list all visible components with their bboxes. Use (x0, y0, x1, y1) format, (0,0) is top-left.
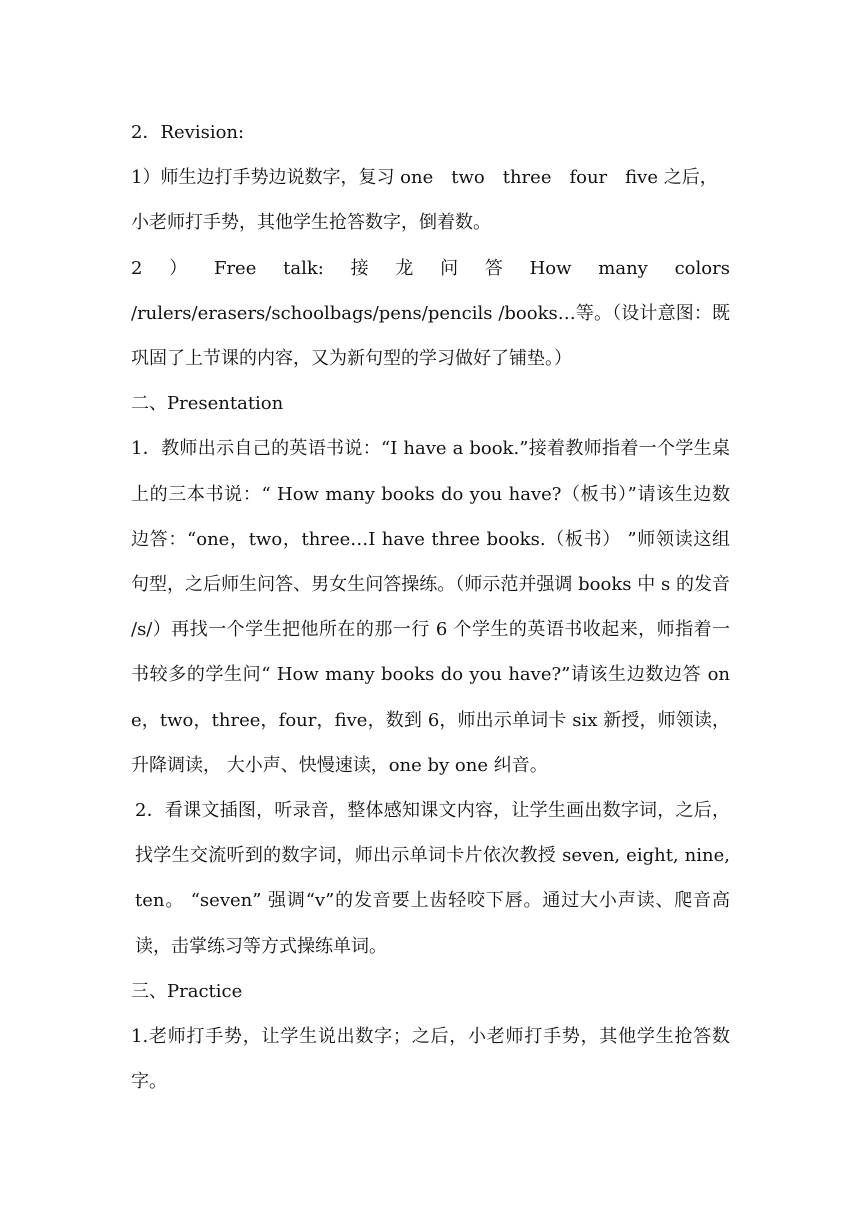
revision-item-1-line-1: 1）师生边打手势边说数字，复习 one two three four five 之后， (131, 167, 718, 189)
revision-heading: 2．Revision: (131, 122, 245, 143)
word: 答 (484, 257, 503, 279)
revision-item-2-rest: /rulers/erasers/schoolbags/pens/pencils /books…等。（设计意图：既巩固了上节课的内容，又为新句型的学习做好了铺垫。） (131, 302, 730, 370)
revision-item-1-line-2: 小老师打手势，其他学生抢答数字，倒着数。 (131, 212, 491, 234)
word: Free (213, 257, 257, 279)
word: ） (169, 257, 188, 279)
practice-item-1: 1.老师打手势，让学生说出数字；之后，小老师打手势，其他学生抢答数字。 (131, 1026, 730, 1093)
presentation-item-1: 1．教师出示自己的英语书说：“I have a book.”接着教师指着一个学生桌上的三本书说：“ How many books do you have?（板书）”请该生边数边答：“one，two，three…I have three books.（板书） ”师领读这组句型，之后师生问答、男女生问答操练。（师示范并强调 books 中 s 的发音 /s/）再找一个学生把他所在的那一行 6 个学生的英语书收起来，师指着一书较多的学生问“ How many books do you have?”请该生边数边答 one，two，three，four，five，数到 6，师出示单词卡 six 新授，师领读，升降调读， 大小声、快慢速读，one by one 纠音。 (131, 438, 730, 776)
presentation-heading: 二、Presentation (131, 393, 284, 415)
word: many (598, 257, 648, 279)
revision-item-2-first-line (131, 246, 730, 291)
word: 问 (440, 257, 459, 279)
document-page (131, 110, 730, 1104)
word: 接 (350, 257, 369, 279)
word: 龙 (395, 257, 414, 279)
practice-heading: 三、Practice (131, 980, 243, 1002)
word: 2 (131, 257, 143, 279)
word: colors (674, 257, 730, 279)
word: talk: (283, 257, 324, 279)
word: How (529, 257, 572, 279)
presentation-item-2: 2．看课文插图，听录音，整体感知课文内容，让学生画出数字词，之后，找学生交流听到的数字词，师出示单词卡片依次教授 seven, eight, nine, ten。 “seven” 强调“v”的发音要上齿轻咬下唇。通过大小声读、爬音高读，击掌练习等方式操练单词。 (135, 800, 730, 957)
